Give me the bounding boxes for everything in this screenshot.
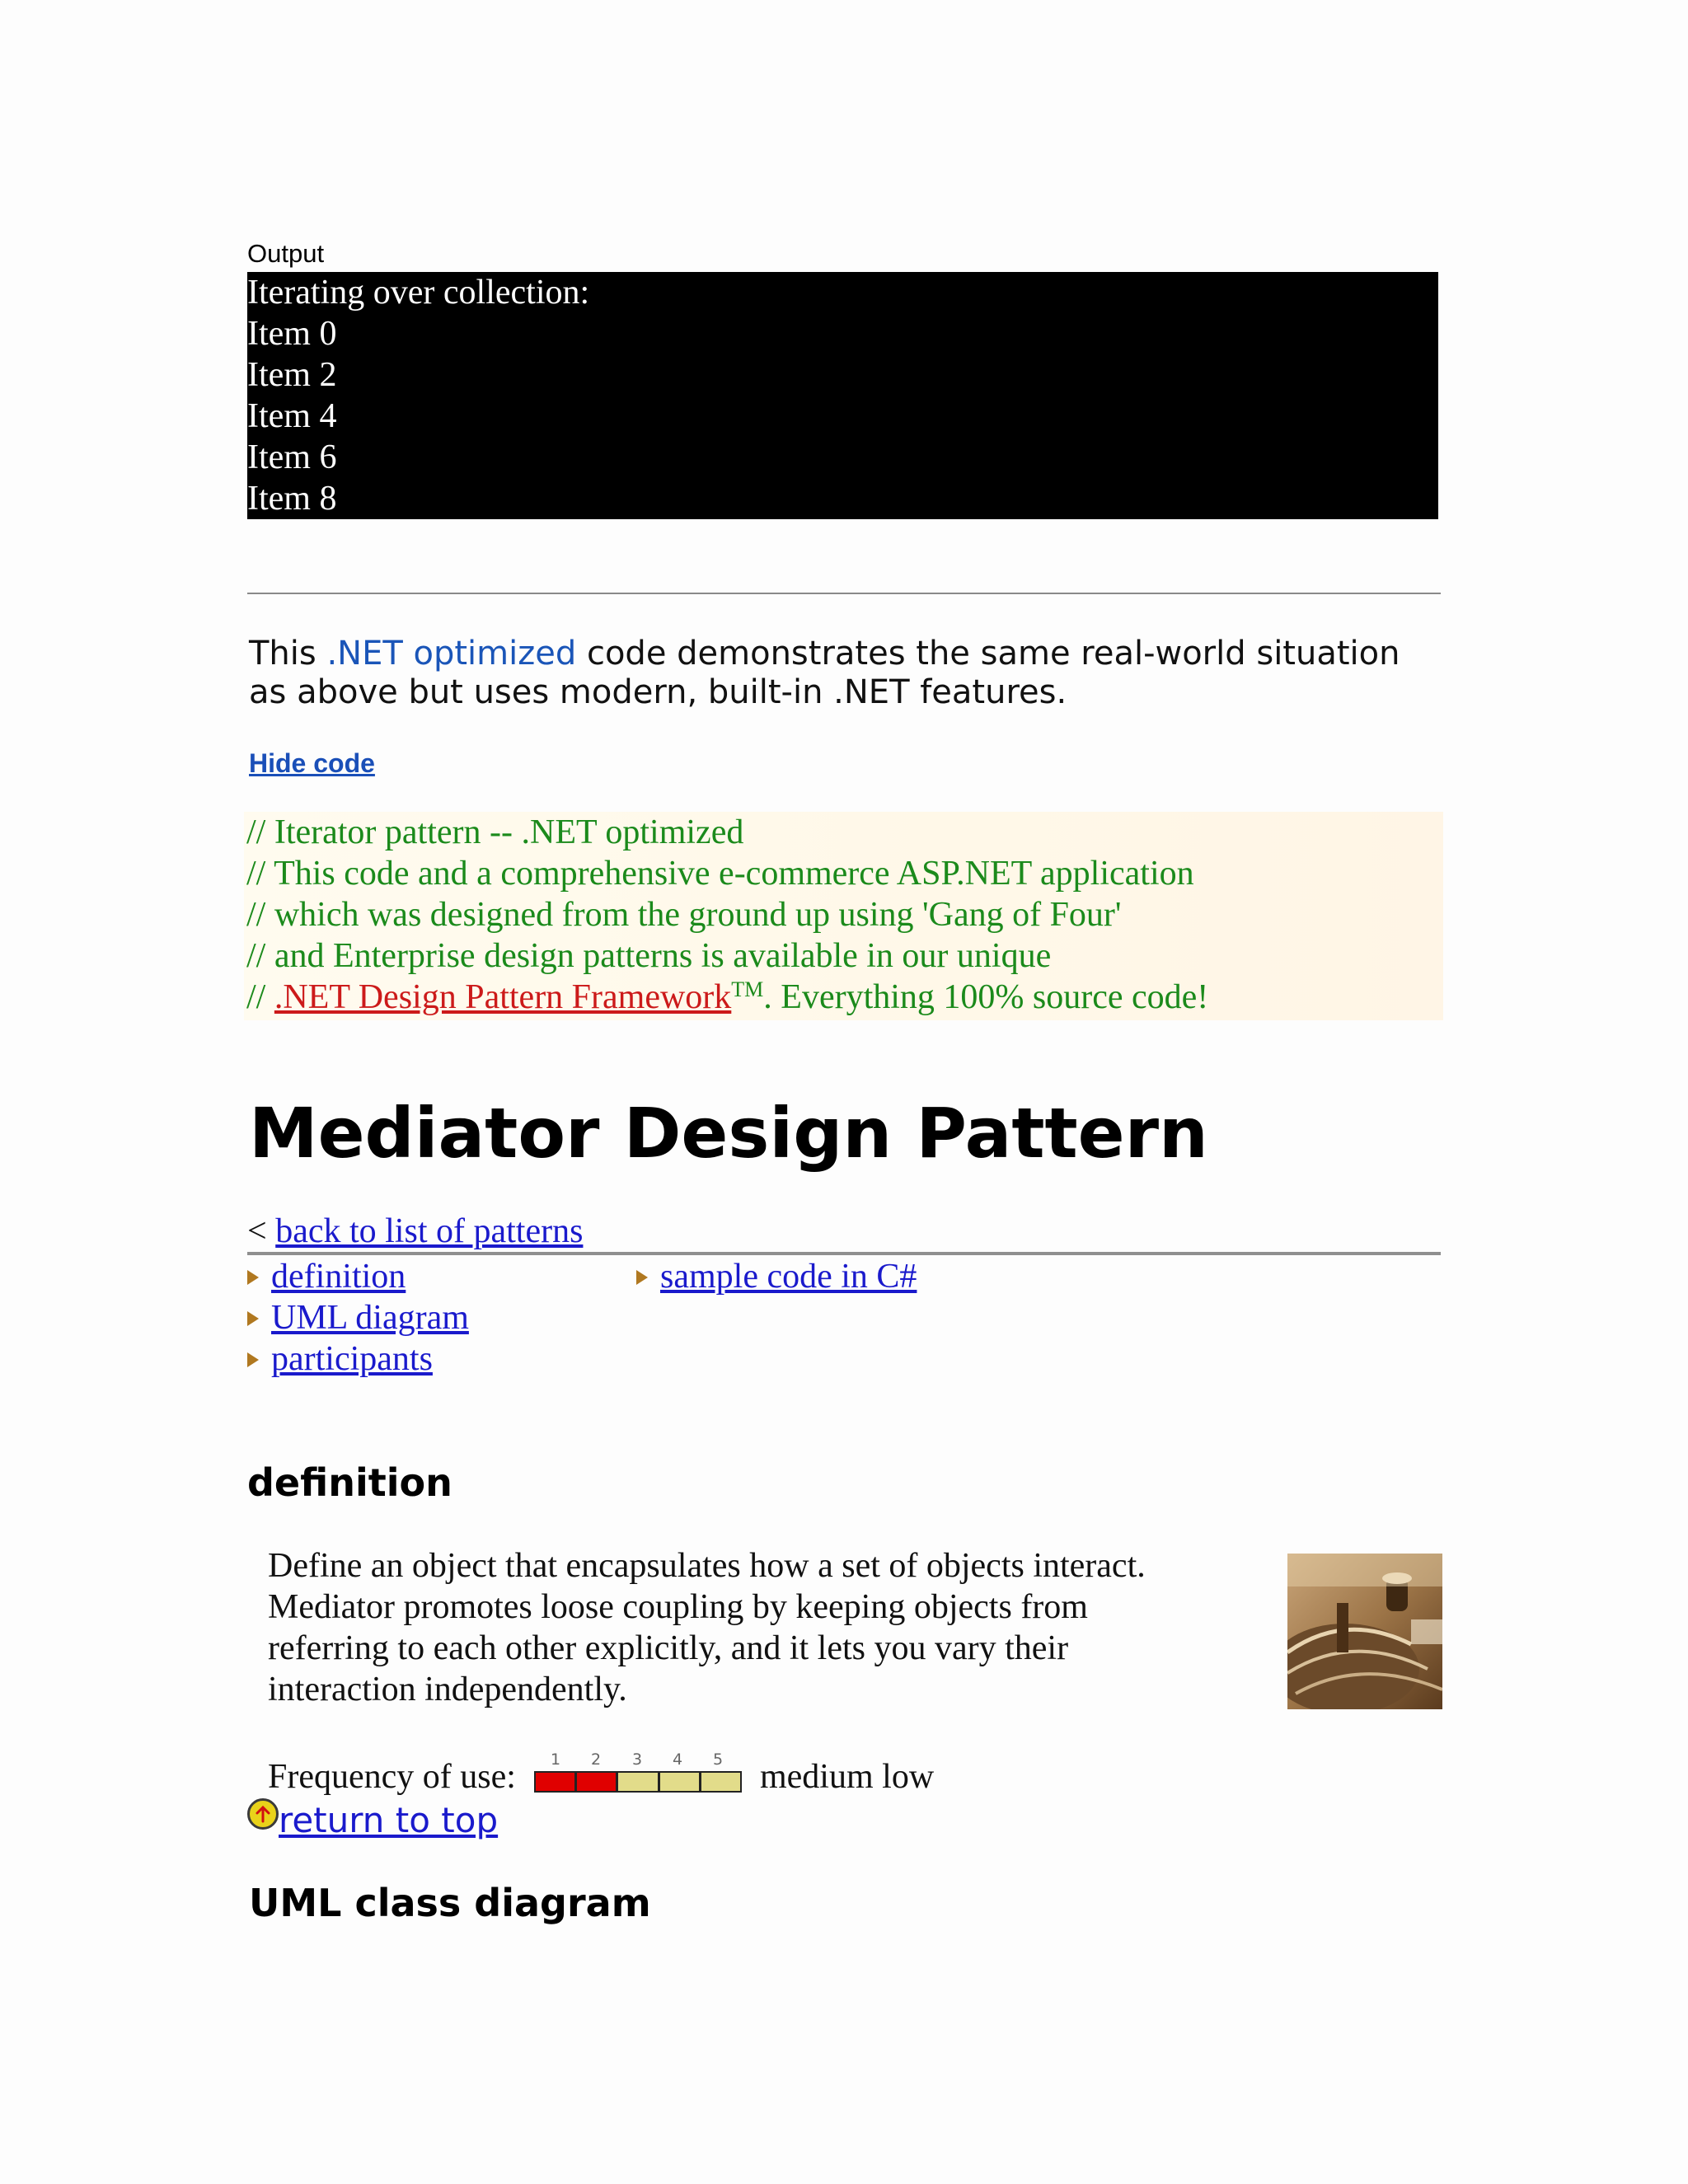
return-to-top-link[interactable]: return to top bbox=[279, 1800, 499, 1840]
nav-link-sample-code[interactable]: sample code in C# bbox=[660, 1258, 917, 1296]
code-line: // which was designed from the ground up using 'Gang of Four' bbox=[246, 896, 1122, 934]
nav-link-uml-diagram[interactable]: UML diagram bbox=[271, 1299, 469, 1337]
intro-suffix: code demonstrates the same real-world situation as above but uses modern, built-in .NET features. bbox=[249, 635, 1400, 711]
triangle-right-icon bbox=[636, 1270, 648, 1285]
triangle-right-icon bbox=[247, 1270, 259, 1285]
triangle-right-icon bbox=[247, 1352, 259, 1367]
steam-engine-photo bbox=[1287, 1554, 1442, 1709]
console-line: Item 0 bbox=[247, 315, 337, 353]
code-line: // This code and a comprehensive e-commerce ASP.NET application bbox=[246, 855, 1194, 893]
uml-heading: UML class diagram bbox=[249, 1881, 651, 1925]
rating-segment bbox=[618, 1773, 657, 1791]
return-to-top bbox=[247, 1798, 498, 1840]
nav-divider bbox=[247, 1252, 1441, 1255]
nav-item-participants bbox=[247, 1339, 433, 1379]
framework-link[interactable]: .NET Design Pattern Framework bbox=[274, 978, 732, 1016]
arrow-up-circle-icon[interactable] bbox=[247, 1798, 279, 1830]
intro-prefix: This bbox=[249, 635, 327, 673]
code-line-prefix: // bbox=[246, 978, 274, 1016]
rating-segment bbox=[536, 1773, 574, 1791]
code-line-suffix: . Everything 100% source code! bbox=[763, 978, 1209, 1016]
console-line: Item 8 bbox=[247, 480, 337, 518]
definition-text: Define an object that encapsulates how a set of objects interact. Mediator promotes loose coupling by keeping objects from referring to each other explicitly, and it lets you vary their interaction independently. bbox=[268, 1547, 1146, 1708]
console-output bbox=[247, 272, 1438, 519]
rating-scale-label: 1 bbox=[551, 1750, 561, 1769]
nav-item-uml-diagram bbox=[247, 1298, 469, 1338]
hide-code-link[interactable]: Hide code bbox=[249, 748, 375, 778]
nav-link-participants[interactable]: participants bbox=[271, 1340, 433, 1378]
definition-heading: definition bbox=[247, 1460, 452, 1505]
frequency-label: Frequency of use: bbox=[268, 1758, 516, 1796]
trademark-mark: TM bbox=[731, 977, 764, 1001]
rating-segment bbox=[701, 1773, 740, 1791]
triangle-right-icon bbox=[247, 1311, 259, 1326]
code-line: // and Enterprise design patterns is available in our unique bbox=[246, 937, 1052, 975]
rating-bar bbox=[534, 1771, 742, 1793]
console-line: Item 6 bbox=[247, 438, 337, 476]
rating-scale-label: 5 bbox=[713, 1750, 724, 1769]
frequency-level: medium low bbox=[760, 1758, 935, 1796]
intro-highlight: .NET optimized bbox=[326, 635, 577, 673]
rating-scale-label: 2 bbox=[591, 1750, 602, 1769]
rating-segment bbox=[660, 1773, 699, 1791]
rating-scale-label: 4 bbox=[673, 1750, 683, 1769]
back-prefix: < bbox=[247, 1212, 276, 1250]
rating-scale-label: 3 bbox=[632, 1750, 643, 1769]
console-line: Item 2 bbox=[247, 356, 337, 394]
breadcrumb bbox=[247, 1212, 583, 1251]
console-line: Item 4 bbox=[247, 397, 337, 435]
rating-segment bbox=[577, 1773, 616, 1791]
frequency-rating bbox=[534, 1750, 742, 1795]
nav-item-definition bbox=[247, 1257, 406, 1296]
nav-link-definition[interactable]: definition bbox=[271, 1258, 406, 1296]
console-line: Iterating over collection: bbox=[247, 274, 590, 312]
back-to-patterns-link[interactable]: back to list of patterns bbox=[275, 1212, 584, 1250]
code-line: // Iterator pattern -- .NET optimized bbox=[246, 813, 744, 851]
section-divider bbox=[247, 593, 1441, 594]
page-title: Mediator Design Pattern bbox=[249, 1093, 1208, 1174]
code-line bbox=[244, 977, 1443, 1018]
code-block bbox=[244, 812, 1443, 1020]
intro-paragraph bbox=[249, 635, 1444, 712]
nav-item-sample-code bbox=[636, 1257, 917, 1296]
output-label: Output bbox=[247, 239, 325, 268]
